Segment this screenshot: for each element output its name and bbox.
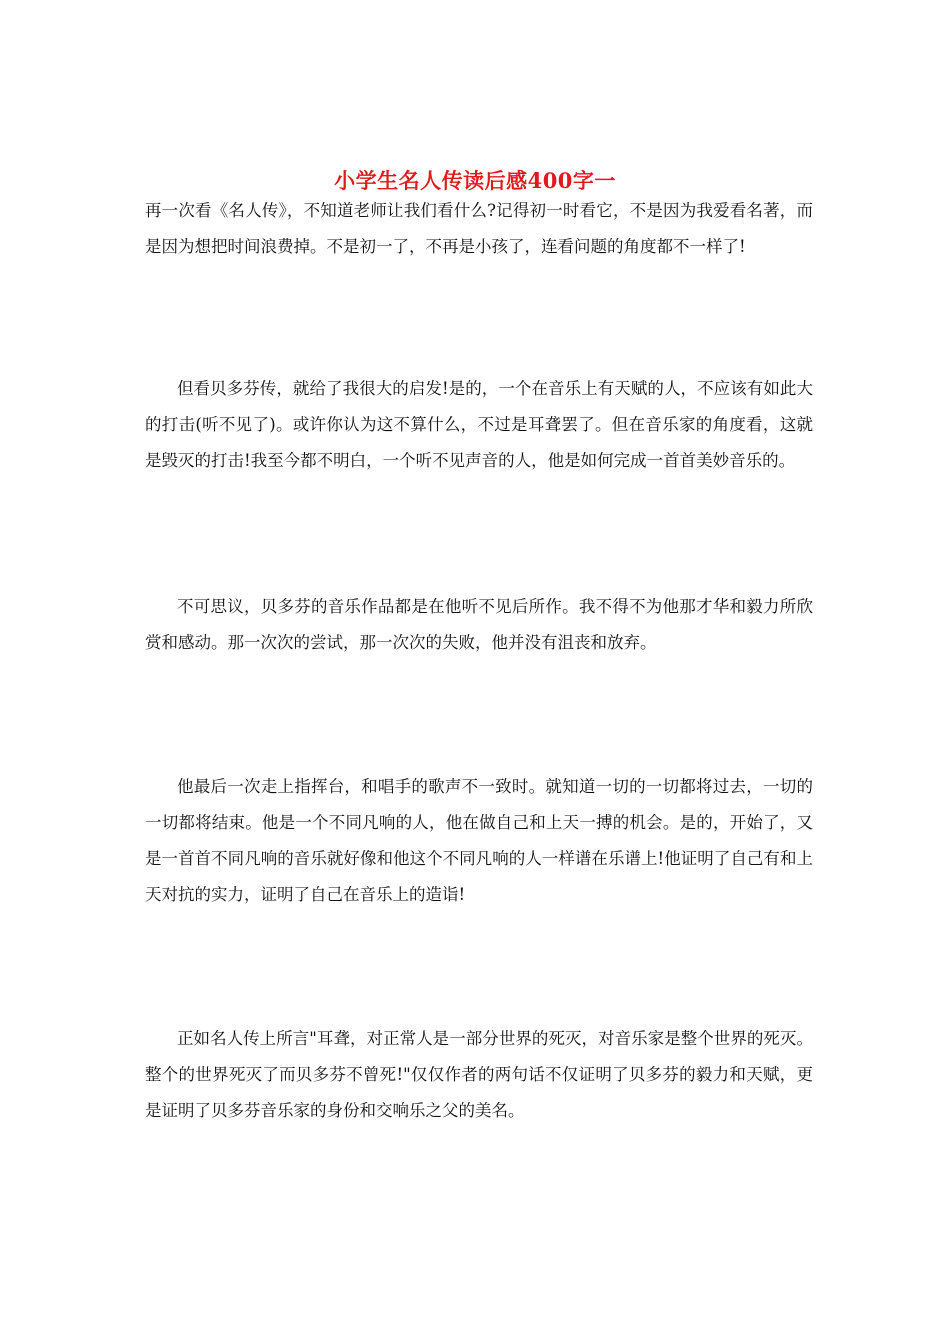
- paragraph-1: 再一次看《名人传》，不知道老师让我们看什么?记得初一时看它，不是因为我爱看名著，而是因为想把时间浪费掉。不是初一了，不再是小孩了，连看问题的角度都不一样了!: [145, 201, 813, 256]
- paragraph-2: 但看贝多芬传，就给了我很大的启发!是的，一个在音乐上有天赋的人，不应该有如此大的打击(听不见了)。或许你认为这不算什么，不过是耳聋罢了。但在音乐家的角度看，这就是毁灭的打击!我至今都不明白，一个听不见声音的人，他是如何完成一首首美妙音乐的。: [145, 379, 813, 470]
- paragraph-3: 不可思议，贝多芬的音乐作品都是在他听不见后所作。我不得不为他那才华和毅力所欣赏和感动。那一次次的尝试，那一次次的失败，他并没有沮丧和放弃。: [145, 597, 813, 652]
- paragraph-4: 他最后一次走上指挥台，和唱手的歌声不一致时。就知道一切的一切都将过去，一切的一切都将结束。他是一个不同凡响的人，他在做自己和上天一搏的机会。是的，开始了，又是一首首不同凡响的音乐就好像和他这个不同凡响的人一样谱在乐谱上!他证明了自己有和上天对抗的实力，证明了自己在音乐上的造诣!: [145, 777, 813, 904]
- document-title: 小学生名人传读后感400字一: [334, 168, 616, 194]
- paragraph-5: 正如名人传上所言"耳聋，对正常人是一部分世界的死灭，对音乐家是整个世界的死灭。整个的世界死灭了而贝多芬不曾死!"仅仅作者的两句话不仅证明了贝多芬的毅力和天赋，更是证明了贝多芬音乐家的身份和交响乐之父的美名。: [145, 1029, 813, 1120]
